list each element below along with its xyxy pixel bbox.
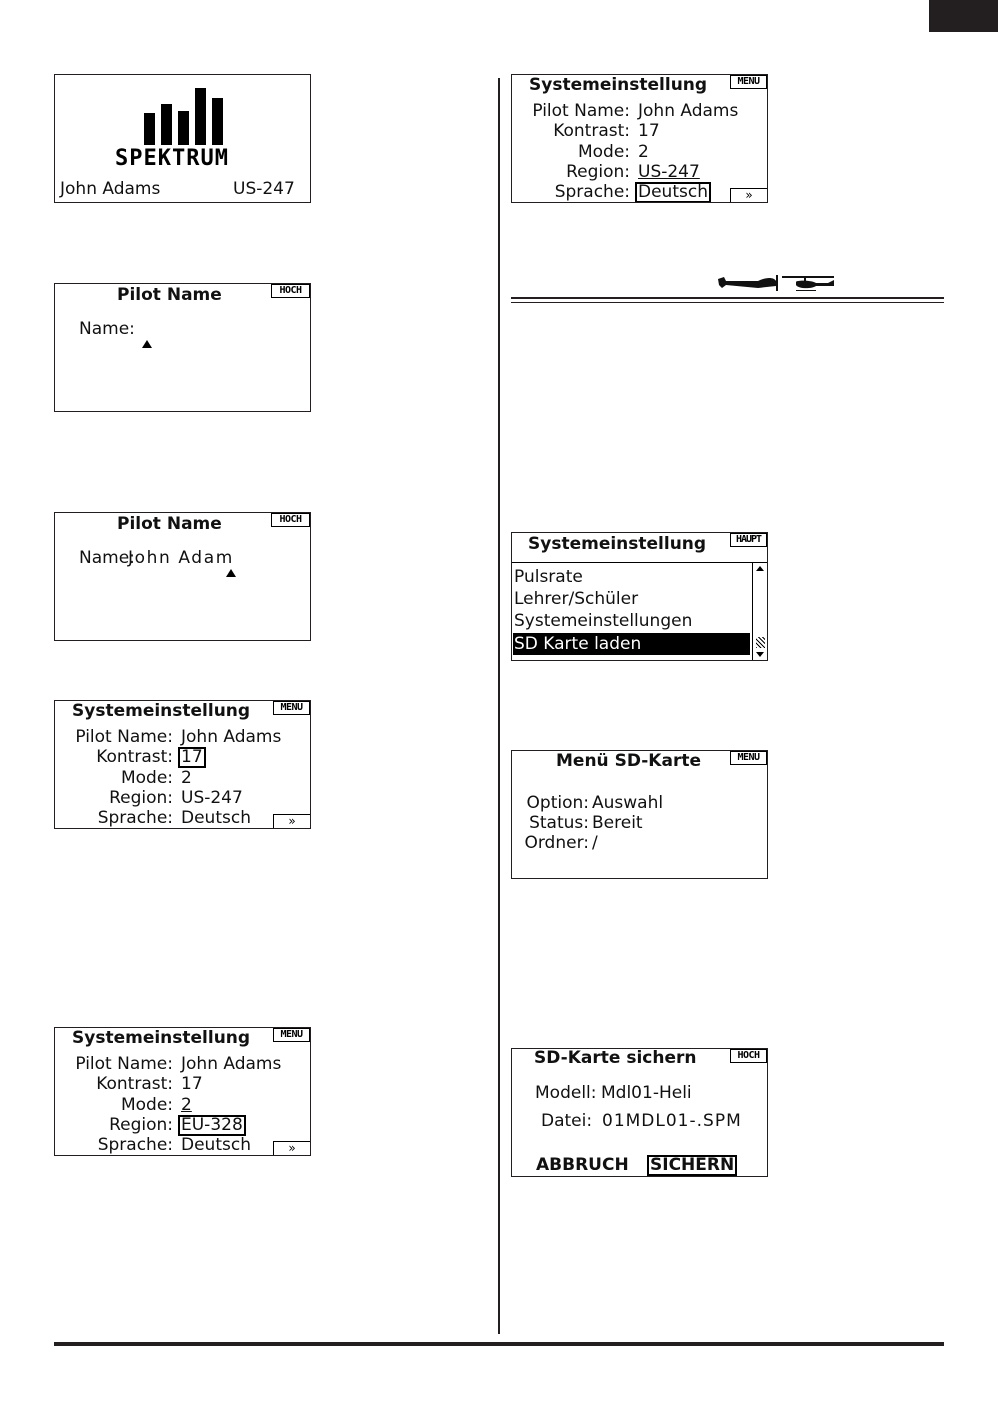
- airplane-helicopter-icons: [716, 271, 838, 293]
- save-button[interactable]: SICHERN: [647, 1155, 737, 1176]
- scroll-thumb[interactable]: [756, 637, 765, 648]
- system-settings-sprache-screen: [511, 74, 768, 203]
- region-label: Region:: [109, 1115, 173, 1135]
- pilot-name-label: Pilot Name:: [75, 1054, 173, 1074]
- helicopter-icon: [782, 276, 834, 291]
- section-double-rule: [511, 297, 944, 303]
- screen-title: Systemeinstellung: [72, 1028, 251, 1048]
- pilot-name-value[interactable]: John Adams: [181, 727, 282, 747]
- pilot-name-value[interactable]: John Adams: [638, 101, 739, 121]
- cursor-caret-icon: [142, 340, 152, 348]
- name-value[interactable]: John Adam: [128, 548, 234, 568]
- status-label: Status:: [529, 813, 589, 833]
- mode-value[interactable]: 2: [181, 1095, 192, 1115]
- splash-screen: [54, 74, 311, 203]
- scroll-down-icon[interactable]: [756, 652, 764, 657]
- mode-label: Mode:: [120, 768, 173, 788]
- modell-label: Modell:: [535, 1083, 597, 1103]
- mode-value[interactable]: 2: [638, 142, 649, 162]
- region-value[interactable]: EU-328: [178, 1115, 246, 1136]
- kontrast-value[interactable]: 17: [178, 747, 206, 768]
- hoch-tag[interactable]: HOCH: [271, 513, 310, 527]
- name-label: Name:: [79, 548, 135, 568]
- option-label: Option:: [526, 793, 589, 813]
- menu-tag[interactable]: MENU: [730, 75, 767, 89]
- sd-menu-screen: [511, 750, 768, 879]
- spektrum-logo-bars: [143, 87, 223, 145]
- mode-label: Mode:: [120, 1095, 173, 1115]
- screen-title: Menü SD-Karte: [556, 751, 701, 771]
- mode-label: Mode:: [577, 142, 630, 162]
- list-item-sd-karte-laden[interactable]: SD Karte laden: [513, 633, 750, 655]
- list-item-pulsrate[interactable]: Pulsrate: [514, 567, 583, 587]
- ordner-value[interactable]: /: [592, 833, 598, 853]
- next-page-button[interactable]: »: [730, 188, 768, 202]
- sprache-label: Sprache:: [554, 182, 630, 202]
- list-item-lehrer-schueler[interactable]: Lehrer/Schüler: [514, 589, 639, 609]
- sprache-label: Sprache:: [97, 808, 173, 828]
- menu-tag[interactable]: MENU: [273, 701, 310, 715]
- sprache-value[interactable]: Deutsch: [635, 182, 711, 203]
- menu-tag[interactable]: MENU: [730, 751, 767, 765]
- spektrum-logo-text: SPEKTRUM: [115, 146, 229, 171]
- page-corner-tab: [929, 0, 998, 32]
- option-value[interactable]: Auswahl: [592, 793, 664, 813]
- kontrast-value[interactable]: 17: [638, 121, 660, 141]
- menu-tag[interactable]: MENU: [273, 1028, 310, 1042]
- pilot-name-filled-screen: [54, 512, 311, 641]
- system-settings-list-screen: [511, 532, 768, 661]
- footer-rule: [54, 1342, 944, 1346]
- pilot-name-label: Pilot Name:: [532, 101, 630, 121]
- name-label: Name:: [79, 319, 135, 339]
- region-label: Region:: [109, 788, 173, 808]
- cursor-caret-icon: [226, 569, 236, 577]
- haupt-tag[interactable]: HAUPT: [730, 533, 767, 547]
- kontrast-label: Kontrast:: [96, 1074, 173, 1094]
- region-value[interactable]: US-247: [181, 788, 243, 808]
- kontrast-label: Kontrast:: [553, 121, 630, 141]
- region-value[interactable]: US-247: [638, 162, 700, 182]
- screen-title: Systemeinstellung: [72, 701, 251, 721]
- datei-label: Datei:: [541, 1111, 593, 1131]
- hoch-tag[interactable]: HOCH: [730, 1049, 767, 1063]
- kontrast-value[interactable]: 17: [181, 1074, 203, 1094]
- column-divider: [498, 78, 500, 1334]
- sprache-label: Sprache:: [97, 1135, 173, 1155]
- datei-value[interactable]: 01MDL01-.SPM: [602, 1111, 742, 1131]
- airplane-icon: [718, 275, 778, 291]
- kontrast-label: Kontrast:: [96, 747, 173, 767]
- screen-title: Pilot Name: [117, 514, 222, 534]
- pilot-name-value[interactable]: John Adams: [181, 1054, 282, 1074]
- mode-value[interactable]: 2: [181, 768, 192, 788]
- system-settings-kontrast-screen: [54, 700, 311, 829]
- pilot-name-empty-screen: [54, 283, 311, 412]
- screen-title: Pilot Name: [117, 285, 222, 305]
- scrollbar[interactable]: [752, 563, 767, 660]
- pilot-name-label: Pilot Name:: [75, 727, 173, 747]
- modell-value: Mdl01-Heli: [601, 1083, 692, 1103]
- ordner-label: Ordner:: [524, 833, 589, 853]
- next-page-button[interactable]: »: [273, 1141, 311, 1155]
- hoch-tag[interactable]: HOCH: [271, 284, 310, 298]
- scroll-up-icon[interactable]: [756, 566, 764, 571]
- sd-save-screen: [511, 1048, 768, 1177]
- list-item-systemeinstellungen[interactable]: Systemeinstellungen: [514, 611, 693, 631]
- sprache-value[interactable]: Deutsch: [181, 808, 251, 828]
- splash-region: US-247: [233, 179, 295, 199]
- title-divider: [512, 562, 767, 563]
- cancel-button[interactable]: ABBRUCH: [536, 1155, 629, 1175]
- screen-title: Systemeinstellung: [528, 534, 707, 554]
- status-value: Bereit: [592, 813, 643, 833]
- system-settings-region-screen: [54, 1027, 311, 1156]
- splash-pilot-name: John Adams: [60, 179, 161, 199]
- sprache-value[interactable]: Deutsch: [181, 1135, 251, 1155]
- next-page-button[interactable]: »: [273, 814, 311, 828]
- region-label: Region:: [566, 162, 630, 182]
- screen-title: Systemeinstellung: [529, 75, 708, 95]
- screen-title: SD-Karte sichern: [534, 1048, 697, 1068]
